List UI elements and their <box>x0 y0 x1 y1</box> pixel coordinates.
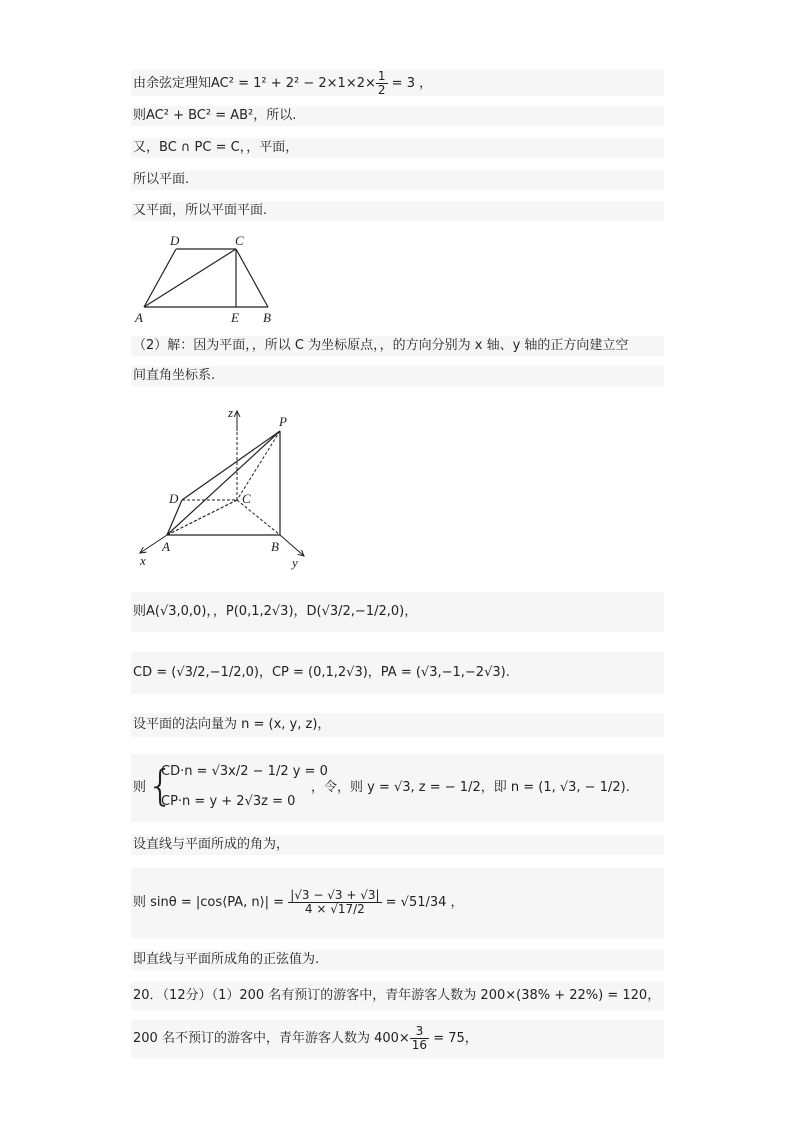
text-line-part2 <box>131 336 664 356</box>
line-text: 则A(√3,0,0)，，P(0,1,2√3)，D(√3/2,−1/2,0)， <box>133 604 418 619</box>
figure-pyramid <box>132 401 309 572</box>
line-text: 设平面的法向量为 n = (x, y, z)， <box>133 717 331 732</box>
line-text: 即直线与平面所成角的正弦值为. <box>133 952 320 967</box>
fraction-numerator: |√3 − √3 + √3| <box>290 888 380 902</box>
brace-symbol: { <box>147 761 174 810</box>
line-text: ，令，则 y = √3, z = − 1/2，即 n = (1, √3, − 1/2). <box>311 780 630 795</box>
label-C: C <box>235 233 244 248</box>
label-E: E <box>231 310 239 325</box>
line-text: （2）解：因为平面，，所以 C 为坐标原点，，的方向分别为 x 轴、y 轴的正方向建立空 <box>133 338 629 353</box>
label-A: A <box>135 310 143 325</box>
label-P: P <box>279 414 287 429</box>
text-line-vectors <box>131 652 664 694</box>
text-line-coordinates <box>131 592 664 632</box>
label-y: y <box>292 555 298 570</box>
line-text: CD = (√3/2,−1/2,0)，CP = (0,1,2√3)，PA = (√3,−1,−2√3). <box>133 665 510 680</box>
text-line-equation-system <box>131 754 664 822</box>
label-A: A <box>162 539 170 554</box>
figure-trapezoid <box>132 229 277 326</box>
fraction <box>410 1025 429 1052</box>
line-text: 间直角坐标系. <box>133 368 216 383</box>
fraction <box>288 889 381 916</box>
label-D: D <box>170 233 180 248</box>
fraction-denominator: 4 × √17/2 <box>304 902 365 916</box>
line-text: 又平面，所以平面平面. <box>133 203 268 218</box>
equation-2: CP·n = y + 2√3z = 0 <box>161 794 296 809</box>
label-D: D <box>169 491 179 506</box>
line-text: = √51/34 ， <box>381 895 464 910</box>
line-text: 则 sinθ = |cos⟨PA, n⟩| = <box>133 895 289 910</box>
text-line-conclusion-2 <box>131 201 664 221</box>
text-line-cosine-law <box>131 70 664 96</box>
trapezoid-diagram <box>132 229 277 326</box>
fraction-denominator: 16 <box>411 1038 428 1052</box>
pyramid-diagram <box>132 401 309 572</box>
equation-1: CD·n = √3x/2 − 1/2 y = 0 <box>161 764 328 779</box>
line-text: 20．（12分）（1）200 名有预订的游客中，青年游客人数为 200×(38% + 22%) = 120， <box>133 988 661 1003</box>
line-text: 又，BC ∩ PC = C，，平面， <box>133 140 299 155</box>
text-line-angle <box>131 835 664 855</box>
fraction-numerator: 1 <box>377 69 386 83</box>
label-x: x <box>140 553 146 568</box>
line-text: 则 <box>133 780 147 795</box>
fraction <box>376 70 388 97</box>
text-line-young-visitors <box>131 1020 664 1058</box>
fraction-numerator: 3 <box>410 1025 429 1039</box>
line-text: = 3 ， <box>387 76 433 91</box>
label-z: z <box>228 405 234 420</box>
text-line-pythagoras <box>131 106 664 126</box>
label-C: C <box>242 491 251 506</box>
text-line-result <box>131 950 664 970</box>
line-text: 所以平面. <box>133 172 190 187</box>
label-B: B <box>271 539 279 554</box>
text-line-intersection <box>131 138 664 158</box>
text-line-question-20 <box>131 982 664 1010</box>
text-line-normal-vector <box>131 713 664 737</box>
line-text: 由余弦定理知AC² = 1² + 2² − 2×1×2× <box>133 76 376 91</box>
line-text: 则AC² + BC² = AB²，所以. <box>133 108 297 123</box>
text-line-coordinate-system <box>131 366 664 386</box>
line-text: 200 名不预订的游客中，青年游客人数为 400× <box>133 1031 410 1046</box>
text-line-sine <box>131 868 664 938</box>
label-B: B <box>263 310 271 325</box>
line-text: = 75， <box>429 1031 478 1046</box>
fraction-denominator: 2 <box>377 83 386 97</box>
line-text: 设直线与平面所成的角为， <box>133 837 290 852</box>
text-line-conclusion-1 <box>131 170 664 190</box>
